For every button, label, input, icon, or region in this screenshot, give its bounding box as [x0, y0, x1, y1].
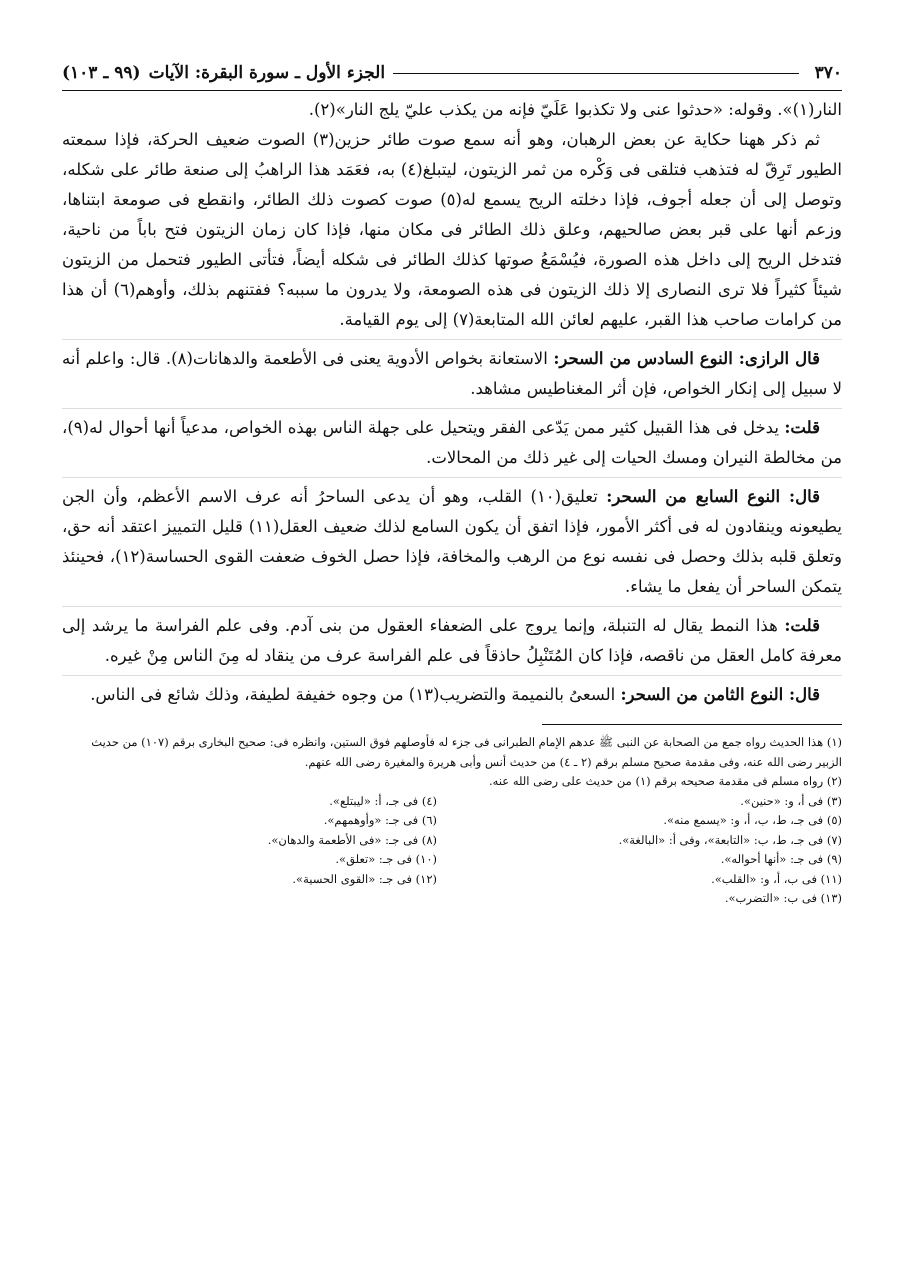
paragraph-text: السعىُ بالنميمة والتضريب(١٣) من وجوه خفيفة لطيفة، وذلك شائع فى الناس.	[90, 685, 621, 704]
paragraph-text: الاستعانة بخواص الأدوية يعنى فى الأطعمة والدهانات(٨). قال: واعلم أنه لا سبيل إلى إنكار الخواص، فإن أثر المغناطيس مشاهد.	[62, 349, 842, 398]
footnote: (١١) فى ب، أ، و: «القلب».	[711, 871, 842, 886]
running-head	[62, 58, 842, 91]
footnote: (١) هذا الحديث رواه جمع من الصحابة عن النبى ﷺ عدهم الإمام الطبرانى فى جزء له فأوصلهم فوق الستين، وانظره فى: صحيح البخارى برقم (١٠٧) من حديث الزبير رضى الله عنه، وفى مقدمة صحيح مسلم برقم (٢ ـ ٤) من حديث أنس وأبى هريرة والمغيرة رضى الله عنهم.	[91, 735, 842, 769]
footnote: (١٢) فى جـ: «القوى الحسية».	[292, 871, 437, 886]
paragraph-text: النار(١)». وقوله: «حدثوا عنى ولا تكذبوا عَلَيّ فإنه من يكذب عليّ يلج النار»(٢).	[308, 100, 842, 119]
footnote: (٣) فى أ، و: «حنين».	[740, 793, 842, 808]
paragraph	[62, 95, 842, 125]
footnote: (٨) فى جـ: «فى الأطعمة والدهان».	[267, 832, 437, 847]
main-text	[62, 95, 842, 710]
paragraph-text: يدخل فى هذا القبيل كثير ممن يَدّعى الفقر ويتحيل على جهلة الناس بهذه الخواص، مدعياً أنها أحوال له(٩)، من مخالطة النيران ومسك الحيات إلى غير ذلك من المحالات.	[62, 418, 842, 467]
footnote: (١٣) فى ب: «التضرب».	[724, 891, 842, 905]
footnote: (٤) فى جـ، أ: «ليبتلع».	[329, 793, 437, 808]
footnote-rule	[542, 724, 842, 725]
paragraph	[62, 477, 842, 602]
paragraph-lead: قال: النوع السابع من السحر:	[606, 487, 820, 506]
footnote: (٥) فى جـ، ط، ب، أ، و: «يسمع منه».	[663, 813, 842, 827]
footnote: (٧) فى جـ، ط، ب: «التابعة»، وفى أ: «البالغة».	[618, 832, 842, 847]
paragraph-lead: قال: النوع الثامن من السحر:	[620, 685, 820, 704]
page-number: ٣٧٠	[814, 63, 842, 83]
chapter-title: الجزء الأول ـ سورة البقرة: الآيات	[148, 63, 386, 83]
footnote: (٩) فى جـ: «أنها أحواله».	[720, 852, 842, 866]
header-rule	[393, 73, 799, 74]
paragraph-lead: قال الرازى: النوع السادس من السحر:	[553, 349, 820, 368]
paragraph-text: ثم ذكر ههنا حكاية عن بعض الرهبان، وهو أنه سمع صوت طائر حزين(٣) الصوت ضعيف الحركة، فإذا سمعته الطيور تَرِقّ له فتذهب فتلقى فى وَكْره من ثمر الزيتون، ليتبلغ(٤) به، فعَمَد هذا الراهبُ إلى صنعة طائر على شكله، وتوصل إلى أن جعله أجوف، فإذا دخلته الريح يسمع له(٥) صوت كصوت ذلك الطائر، وانقطع فى صومعة ابتناها، وزعم أنها على قبر بعض صالحيهم، وعلق ذلك الطائر فى مكان منها، فإذا كان زمان الزيتون فتح باباً من ناحية، فتدخل الريح إلى داخل هذه الصورة، فيُسْمَعُ صوتها كذلك الطائر فى شكله أيضاً، فتأتى الطيور فتحمل من الزيتون شيئاً كثيراً فلا ترى النصارى إلا ذلك الزيتون فى هذه الصومعة، ولا يدرون ما سببه؟ ففتنهم بذلك، وأوهم(٦) أن هذا من كرامات صاحب هذا القبر، عليهم لعائن الله المتابعة(٧) إلى يوم القيامة.	[62, 130, 843, 329]
book-page	[62, 58, 842, 1228]
paragraph-lead: قلت:	[784, 418, 820, 437]
paragraph-lead: قلت:	[784, 616, 820, 635]
footnote: (٢) رواه مسلم فى مقدمة صحيحه برقم (١) من حديث على رضى الله عنه.	[489, 774, 842, 788]
paragraph	[62, 339, 842, 404]
verse-range: (٩٩ ـ ١٠٣)	[62, 63, 141, 83]
footnotes	[62, 733, 842, 909]
paragraph-text: هذا النمط يقال له التنبلة، وإنما يروج على الضعفاء العقول من بنى آدم. وفى علم الفراسة ما يرشد إلى معرفة كامل العقل من ناقصه، فإذا كان المُتَنْبِلُ حاذقاً فى علم الفراسة عرف من ينقاد له مِنَ الناس مِنْ غيره.	[62, 616, 842, 665]
paragraph	[62, 675, 842, 710]
paragraph-text: تعليق(١٠) القلب، وهو أن يدعى الساحرُ أنه عرف الاسم الأعظم، وأن الجن يطيعونه وينقادون له فى أكثر الأمور، فإذا اتفق أن يكون السامع لذلك ضعيف العقل(١١) قليل التمييز اعتقد أنه حق، وتعلق قلبه بذلك وحصل فى نفسه نوع من الرهب والمخافة، فإذا حصل الخوف ضعفت القوى الحساسة(١٢)، فحينئذ يتمكن الساحر أن يفعل ما يشاء.	[62, 487, 842, 596]
footnote: (٦) فى جـ: «وأوهمهم».	[323, 813, 437, 827]
footnote: (١٠) فى جـ: «تعلق».	[335, 852, 437, 866]
paragraph	[62, 606, 842, 671]
paragraph	[62, 408, 842, 473]
footnote-grid	[62, 792, 842, 909]
paragraph	[62, 125, 842, 335]
